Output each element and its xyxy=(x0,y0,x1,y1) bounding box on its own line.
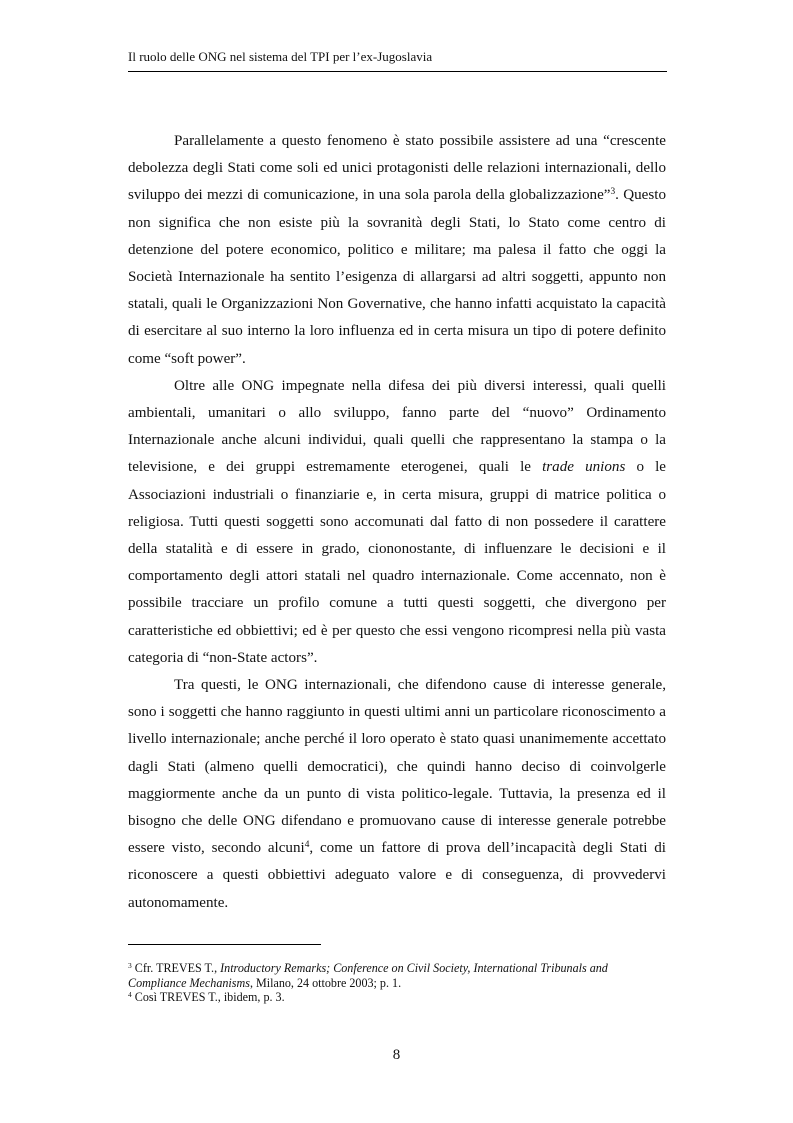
paragraph-text: Oltre alle ONG impegnate nella difesa dei più diversi interessi, quali quelli ambientali, umanitari o allo sviluppo, fanno parte del “nuovo” Ordinamento Internazionale anche alcuni individui, quali quelli che rappresentano la stampa o la televisione, e dei gruppi estremamente eterogenei, quali le xyxy=(128,377,666,476)
footnote-text: , Milano, 24 ottobre 2003; p. 1. xyxy=(249,975,402,990)
page-number: 8 xyxy=(392,1047,401,1063)
paragraph-1 xyxy=(128,128,666,373)
footnote-title: Introductory Remarks; Conference on Civil Society, International Tribunals and Compliance Mechanisms xyxy=(128,961,608,990)
running-title: Il ruolo delle ONG nel sistema del TPI per l’ex-Jugoslavia xyxy=(128,49,433,64)
footnote-separator xyxy=(128,944,321,945)
footnote-number: 4 xyxy=(128,989,132,999)
paragraph-3 xyxy=(128,672,666,917)
paragraph-text: . Questo non significa che non esiste più la sovranità degli Stati, lo Stato come centro di detenzione del potere economico, politico e militare; ma palesa il fatto che oggi la Società Internazionale ha sentito l’esigenza di allargarsi ad altri soggetti, appunto non statali, quali le Organizzazioni Non Governative, che hanno infatti acquistato la capacità di esercitare al suo interno la loro influenza ed in certa misura un tipo di potere definito come “soft power”. xyxy=(128,187,666,367)
footnote-3 xyxy=(128,961,666,990)
footnote-text: Cfr. TREVES T., xyxy=(134,961,218,975)
footnote-number: 3 xyxy=(128,960,132,970)
footnote-text: Così TREVES T., ibidem, p. 3. xyxy=(134,990,285,1004)
italic-term: trade unions xyxy=(542,459,626,476)
footnote-ref-3[interactable]: 3 xyxy=(610,187,616,198)
footnotes xyxy=(128,961,666,1005)
header-rule xyxy=(128,71,667,72)
paragraph-2 xyxy=(128,373,666,672)
paragraph-text: Tra questi, le ONG internazionali, che difendono cause di interesse generale, sono i soggetti che hanno raggiunto in questi ultimi anni un particolare riconoscimento a livello internazionale; anche perché il loro operato è stato quasi unanimemente accettato dagli Stati (almeno quelli democratici), che quindi hanno deciso di coinvolgerle maggiormente anche da un punto di vista politico-legale. Tuttavia, la presenza ed il bisogno che delle ONG difendano e promuovano cause di interesse generale potrebbe essere visto, secondo alcuni xyxy=(128,677,666,857)
paragraph-text: , come un fattore di prova dell’incapacità degli Stati di riconoscere a questi obbiettivi adeguato valore e di conseguenza, di provvedervi autonomamente. xyxy=(128,840,666,911)
footnote-4 xyxy=(128,990,666,1005)
main-body-text xyxy=(128,128,666,917)
paragraph-text: Parallelamente a questo fenomeno è stato possibile assistere ad una “crescente debolezza degli Stati come soli ed unici protagonisti delle relazioni internazionali, dello sviluppo dei mezzi di comunicazione, in una sola parola della globalizzazione” xyxy=(128,133,666,204)
footnote-ref-4[interactable]: 4 xyxy=(304,840,310,851)
paragraph-text: o le Associazioni industriali o finanziarie e, in certa misura, gruppi di matrice politica o religiosa. Tutti questi soggetti sono accomunati dal fatto di non possedere il carattere della statalità e di essere in grado, ciononostante, di influenzare le decisioni e il comportamento degli attori statali nel quadro internazionale. Come accennato, non è possibile tracciare un profilo comune a tutti questi soggetti, che divergono per caratteristiche ed obbiettivi; ed è per questo che essi vengono ricompresi nella più vasta categoria di “non-State actors”. xyxy=(128,459,666,666)
running-header xyxy=(128,49,432,65)
